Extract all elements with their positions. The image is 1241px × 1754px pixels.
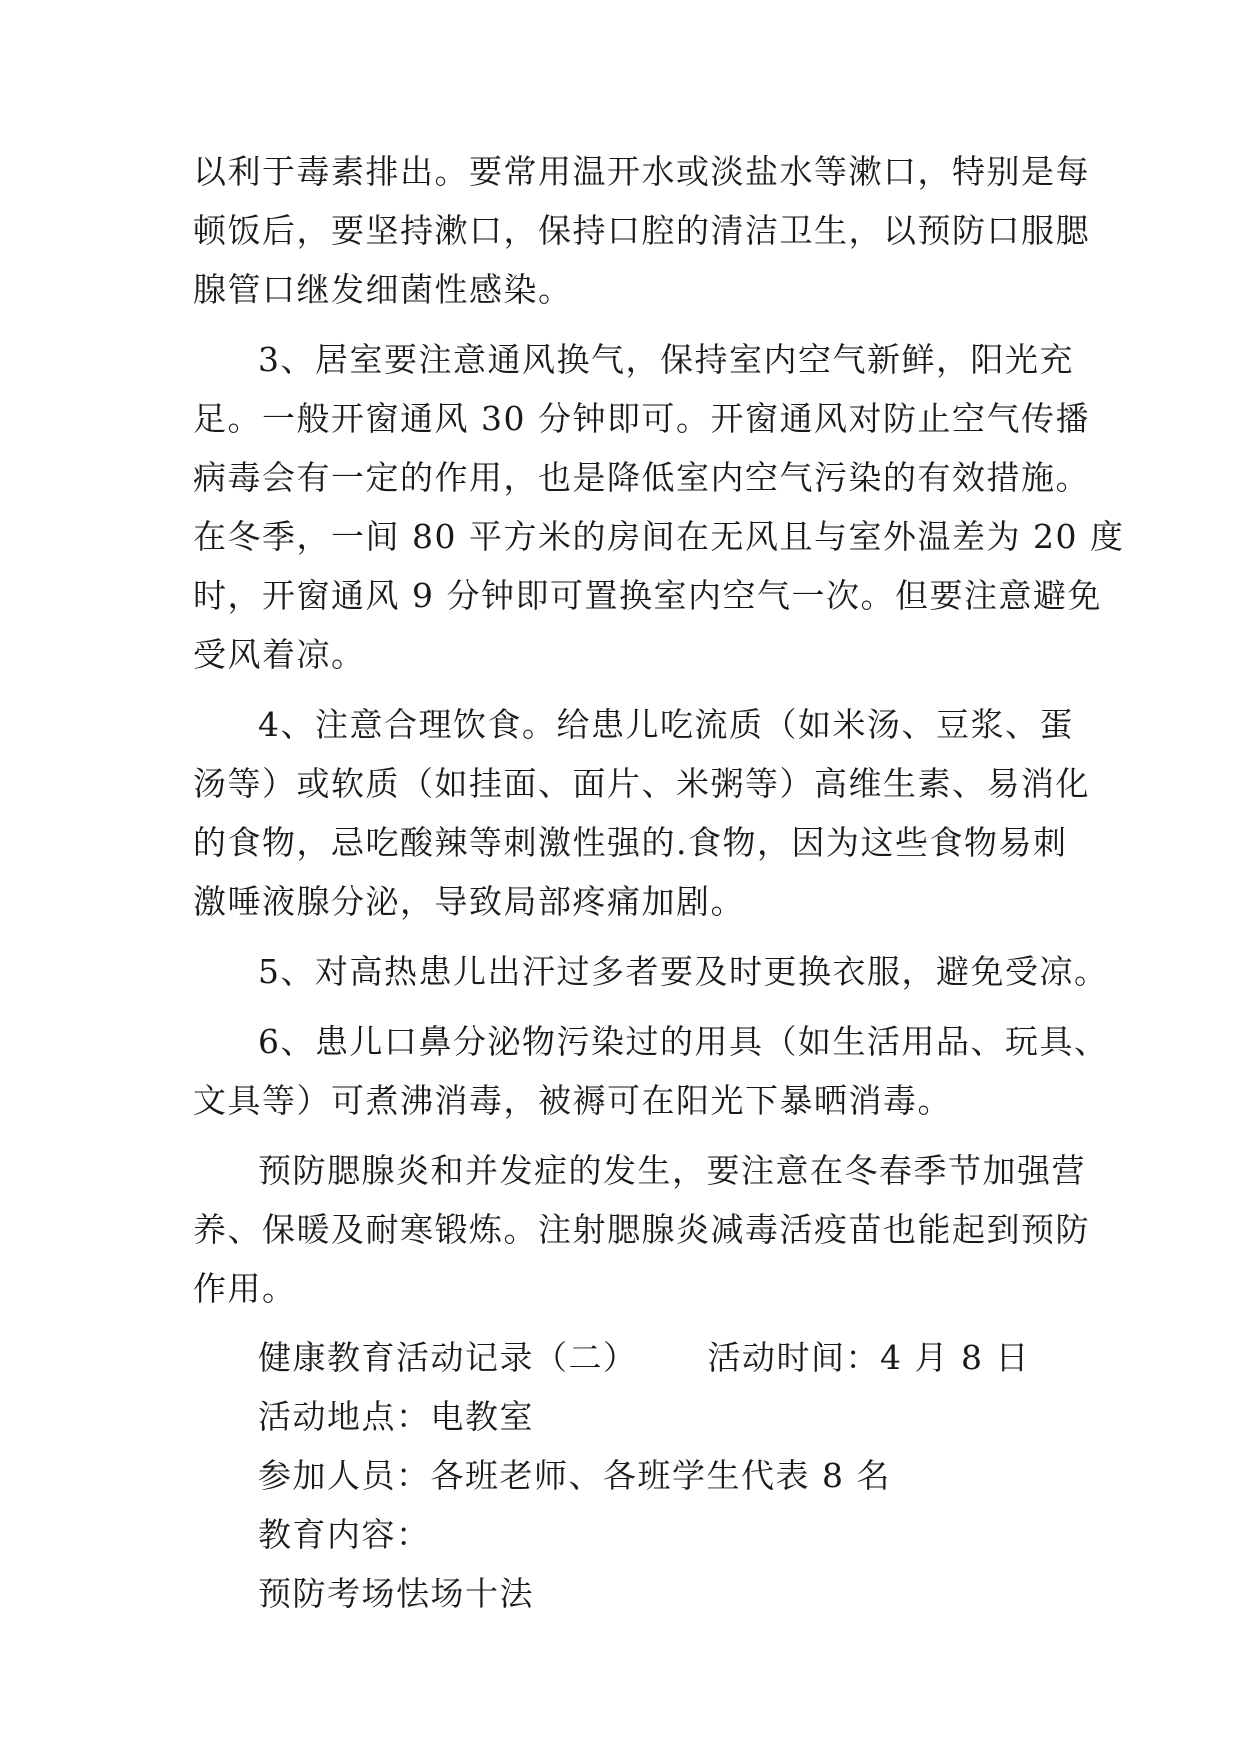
text-line: 文具等）可煮沸消毒，被褥可在阳光下暴晒消毒。 [193,1081,952,1120]
record-participants: 参加人员：各班老师、各班学生代表 8 名 [258,1456,891,1495]
text-line: 足。一般开窗通风 30 分钟即可。开窗通风对防止空气传播 [193,399,1090,438]
text-line: 激唾液腺分泌，导致局部疼痛加剧。 [193,882,745,921]
text-line: 时，开窗通风 9 分钟即可置换室内空气一次。但要注意避免 [193,576,1102,615]
record-content-label: 教育内容： [258,1515,431,1554]
record-header [258,1338,1030,1378]
text-line: 病毒会有一定的作用，也是降低室内空气污染的有效措施。 [193,458,1090,497]
text-line: 3、居室要注意通风换气，保持室内空气新鲜，阳光充 [258,340,1074,379]
text-line: 汤等）或软质（如挂面、面片、米粥等）高维生素、易消化 [193,764,1090,803]
text-line: 6、患儿口鼻分泌物污染过的用具（如生活用品、玩具、 [258,1022,1109,1061]
text-line: 以利于毒素排出。要常用温开水或淡盐水等漱口，特别是每 [193,152,1090,191]
text-line: 预防腮腺炎和并发症的发生，要注意在冬春季节加强营 [258,1151,1086,1190]
record-location: 活动地点：电教室 [258,1397,534,1436]
record-topic: 预防考场怯场十法 [258,1574,534,1613]
text-line: 4、注意合理饮食。给患儿吃流质（如米汤、豆浆、蛋 [258,705,1074,744]
record-title: 健康教育活动记录（二） [258,1338,638,1377]
text-line: 顿饭后，要坚持漱口，保持口腔的清洁卫生，以预防口服腮 [193,211,1090,250]
text-line: 在冬季，一间 80 平方米的房间在无风且与室外温差为 20 度 [193,517,1125,556]
text-line: 5、对高热患儿出汗过多者要及时更换衣服，避免受凉。 [258,952,1109,991]
text-line: 养、保暖及耐寒锻炼。注射腮腺炎减毒活疫苗也能起到预防 [193,1210,1090,1249]
record-time: 活动时间：4 月 8 日 [707,1338,1030,1377]
text-line: 作用。 [193,1269,297,1308]
text-line: 的食物，忌吃酸辣等刺激性强的.食物，因为这些食物易刺 [193,823,1068,862]
text-line: 受风着凉。 [193,635,366,674]
text-line: 腺管口继发细菌性感染。 [193,270,573,309]
